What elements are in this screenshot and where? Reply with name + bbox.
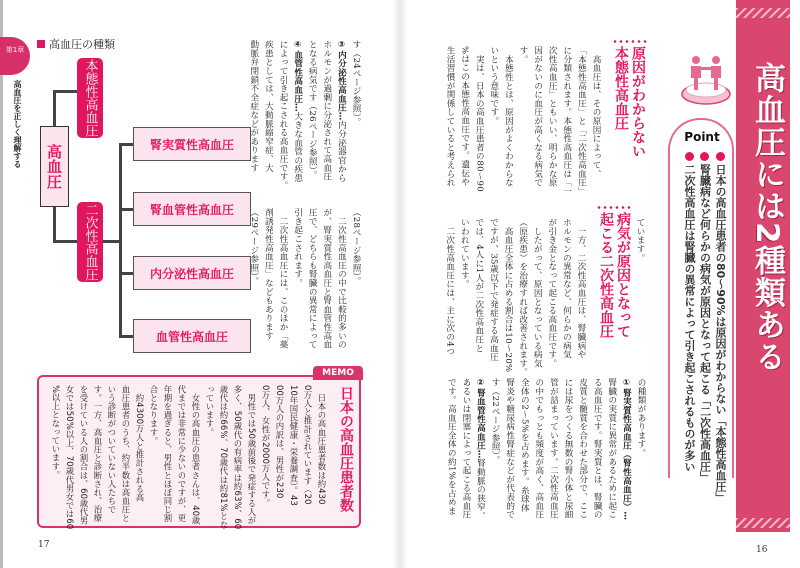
text-column [530,218,545,366]
diagram-node-root: 高血圧 [40,126,69,207]
text-run: 合となります。 [149,385,159,446]
connector [119,335,134,338]
text-run: 圧で、どちらも腎臓の異常によって [307,208,318,349]
text-column [305,40,320,195]
text-column [305,208,320,349]
text-run: 歳代は約66%、70歳代は約81%とな [219,385,229,529]
people-icon [680,52,736,108]
text-column [319,40,334,195]
text-column [161,385,175,525]
text-run: 二次性高血圧には、このほか「薬 [278,208,289,349]
text-run: 0万人と推計されています（20 [303,385,313,505]
text-column [574,46,589,194]
text-run: 大きな血管の疾患 [292,111,303,183]
text-column [544,218,559,366]
text-run: によって引き起こされる高血圧です。 [278,40,289,190]
square-bullet-icon [37,40,45,48]
book-gutter [392,0,408,568]
page-title: 高血圧には2種類ある [749,62,785,373]
bold-term: ②腎血管性高血圧… [475,378,486,459]
body-text-section2-lower [442,378,648,546]
text-column [500,218,515,373]
text-column [604,378,619,546]
body-text-section2 [440,218,588,377]
text-column [175,385,189,525]
text-column [315,385,329,525]
text-column [515,218,530,377]
text-run: （29ページ参照）。 [248,208,259,286]
page-number-left: 17 [38,540,50,550]
text-run: いわれています。 [459,218,470,289]
text-column [573,218,588,366]
connector [119,272,134,275]
text-column [348,208,363,333]
text-run: す。 [518,46,529,64]
text-run: が、腎実質性高血圧と腎血管性高血 [321,208,332,349]
bold-term: ①腎実質性高血圧（腎性高血圧）… [621,378,632,521]
text-run: （28ページ参照）。 [351,208,361,286]
point-item-text: 腎臓病など何らかの病気が原因となって起こる「二次性高血圧」 [698,164,712,483]
body-text-section1 [437,46,603,194]
text-column [189,385,203,525]
text-run: 管が詰まっています。二次性高血圧 [548,378,559,519]
text-run: の種類があります。 [636,378,646,458]
text-column [457,218,472,366]
text-run: 女性の高血圧の患者さんは、40歳 [191,385,201,525]
text-column [546,378,561,546]
text-run: を受けている人の割合は、60歳代男 [79,385,89,525]
connector [53,90,78,93]
text-column [471,218,486,366]
text-column [287,385,301,525]
text-run: 内分泌器官から [336,120,347,183]
text-run: 皮質と髄質を合わせた部分で、ここ [577,378,588,519]
text-run: す。一方、高血圧と診断され、治療 [93,385,103,523]
memo-text [47,385,329,530]
figure-title-text: 高血圧の種類 [49,38,115,51]
point-label: Point [684,130,720,144]
connector [53,90,56,127]
text-column [273,385,287,525]
text-column [590,378,605,546]
text-run: 動脈弁閉鎖不全症などがあります [248,40,259,172]
text-run: では、4人に1人が二次性高血圧と [473,218,484,353]
text-run: 腎臓の実質に異常があるために起こ [606,378,617,519]
point-item [682,152,698,472]
text-column [63,385,77,530]
text-column [444,378,459,546]
bold-term: ③内分泌性高血圧… [336,40,347,121]
text-column [319,208,334,349]
text-column [147,385,161,525]
text-run: 腎炎や糖尿病性腎症などが代表的で [504,378,515,519]
text-run: 剤誘発性高血圧」などもあります [263,208,274,340]
chapter-subtitle: 高血圧を正しく理解する [13,80,22,168]
connector [53,240,78,243]
heading-line: 起こる二次性高血圧 [598,212,614,338]
text-column [501,46,516,194]
text-column [531,378,546,546]
text-run: したがって、原因となっている病気 [532,218,543,368]
text-run: 日本の高血圧患者数は約430 [317,385,327,505]
text-column [560,378,575,546]
text-run: 腎動脈の狭窄、 [475,458,486,521]
heading-line: 原因がわからない [630,46,646,158]
text-run: 「本態性高血圧」と「二次性高血圧」 [576,46,587,196]
text-run: 高血圧全体に占める割合は10～20% [503,218,514,373]
text-column [105,385,119,525]
memo-title: 日本の高血圧患者数 [338,386,354,512]
text-run: っています。 [205,385,215,437]
text-column [246,40,261,195]
text-column [261,208,276,340]
text-column [559,46,574,194]
text-run: の中でもっとも頻度が高く、高血圧 [533,378,544,519]
text-column [458,378,473,546]
figure-title [37,36,115,52]
text-run: 年期を過ぎると、男性とほぼ同じ割 [163,385,173,523]
text-run: が引き金となって起こる高血圧です。 [546,218,557,368]
text-run: 高血圧は、その原因によって、 [591,46,601,178]
chapter-tab [0,37,30,75]
text-column [203,385,217,525]
text-column [619,378,634,546]
text-column [442,218,457,366]
point-item-text: 二次性高血圧は腎臓の異常によって引き起こされるものが多い [683,164,696,472]
text-run: 二次性高血圧の中で比較的多いの [336,208,347,349]
text-column [334,40,349,195]
bold-term: ④血管性高血圧… [292,40,303,112]
connector [53,207,56,243]
text-run: %はこの本態性高血圧です。遺伝や [459,46,470,187]
text-column [301,385,315,525]
text-column [515,46,530,194]
text-column [49,385,63,525]
text-column [517,378,532,546]
text-run: ホルモンが過剰に分泌されて高血圧 [321,40,332,181]
text-column [119,385,133,525]
body-text-continuation [632,218,647,278]
text-column [217,385,231,529]
connector [119,143,134,146]
text-column [231,385,245,530]
text-column [91,385,105,525]
text-run: ですが、35歳以下で発症する高血圧 [488,218,499,362]
text-column [442,46,457,194]
body-text-left-upper [245,40,363,195]
text-column [261,40,276,195]
text-column [457,46,472,194]
text-column [334,208,349,349]
text-column [290,208,305,333]
diagram-node-secondary: 二次性高血圧 [77,202,103,282]
text-run: いという意味です。 [488,46,499,126]
text-column [245,385,259,525]
point-item [713,152,729,503]
text-column [472,46,487,194]
text-column [275,40,290,195]
text-run: す（22ページ参照）。 [490,378,501,465]
page-edge [0,0,3,568]
chapter-label: 第1章 [5,46,25,54]
page-number-right: 16 [756,545,768,555]
text-column [559,218,574,366]
text-run: す（24ページ参照）。 [351,40,361,127]
text-run: 実は、日本の高血圧患者の80～90 [474,46,485,192]
text-column [275,208,290,349]
text-run: 二次性高血圧には、主に次の4つ [444,218,455,356]
text-column [77,385,91,525]
text-run: （原疾患）を治療すれば改善されます。 [517,218,528,377]
text-run: に分類されます。本態性高血圧は「一 [561,46,572,196]
text-column [348,40,363,195]
connector [119,208,134,211]
text-column [486,46,501,194]
text-column [486,218,501,366]
heading-line: 本態性高血圧 [613,46,629,130]
text-run: となる病気です（26ページ参照）。 [307,40,318,180]
text-column [133,385,147,525]
text-run: 代までは非常に少ないのですが、更 [177,385,187,523]
memo-tab: MEMO [313,366,363,380]
text-run: る高血圧です。腎実質とは、腎臓の [592,378,603,519]
diagram-node-renal-parenchymal: 腎実質性高血圧 [133,127,251,161]
text-run: 次性高血圧」ともいい、明らかな原 [547,46,558,187]
diagram-node-renovascular: 腎血管性高血圧 [133,192,251,226]
text-column [575,378,590,546]
text-run: 一方、二次性高血圧は、腎臓病や [576,218,586,359]
text-column [502,378,517,546]
heading-dots [612,40,648,43]
text-run: 10年国民健康・栄養調査）。43 [289,385,299,506]
point-list [680,152,728,503]
text-run: %以上となっています。 [51,385,61,480]
text-column [473,378,488,546]
text-run: 疾患としては、大動脈縮窄症、大 [263,40,274,172]
text-run: 生活習慣が関係していると考えられ [445,46,456,187]
text-column [259,385,273,525]
body-text-left-lower [245,208,363,349]
bullet-icon [700,152,709,161]
heading-dots [596,206,632,209]
text-run: ホルモンの異常など、何らかの病気 [561,218,572,359]
point-item-text: 日本の高血圧患者の80～90%は原因がわからない「本態性高血圧」 [714,164,727,503]
band-stripes [736,8,790,18]
bullet-icon [685,152,694,161]
diagram-node-primary: 本態性高血圧 [77,58,103,138]
text-column [290,40,305,195]
section-heading-essential [612,46,646,176]
text-run: 女では50%以上、70歳代男女では60 [65,385,75,530]
text-run: あるいは閉塞によって起こる高血圧 [460,378,471,519]
text-run: 因がないのに血圧が高くなる病気で [532,46,543,187]
connector [119,143,122,338]
text-run: いう診断がついていない人たちで [107,385,117,514]
text-run: 多く、50歳代の有病率は約63%、60 [233,385,243,530]
bullet-icon [716,152,725,161]
diagram-node-vascular: 血管性高血圧 [133,319,251,353]
band-stripes [736,518,790,528]
text-column [633,378,648,546]
text-column [246,208,261,333]
text-run: 約4300万人と推計される高 [135,385,145,502]
text-column [545,46,560,194]
text-column [588,46,603,194]
text-run: 全体の2～5%を占めます。糸球体 [519,378,530,513]
text-run: には尿をつくる無数の腎小体と尿細 [563,378,574,519]
text-run: 男性では50歳前後で発症する人が [247,385,257,525]
heading-line: 病気が原因となって [615,212,631,338]
text-run: 本態性とは、原因がよくわからな [503,46,514,187]
text-run: 0万人、女性が2000万人です。 [261,385,271,508]
text-column [487,378,502,546]
diagram-node-endocrine: 内分泌性高血圧 [133,256,251,290]
text-run: です。高血圧全体の約1%を占めま [446,378,457,516]
text-run: 00万人の内訳は、男性が230 [275,385,285,499]
text-run: 血圧患者のうち、約半数は高血圧と [121,385,131,523]
text-run: 引き起こされます。 [292,208,303,288]
text-column: ています。 [635,218,645,262]
text-column [530,46,545,194]
point-item [697,152,713,483]
section-heading-secondary [597,212,631,362]
